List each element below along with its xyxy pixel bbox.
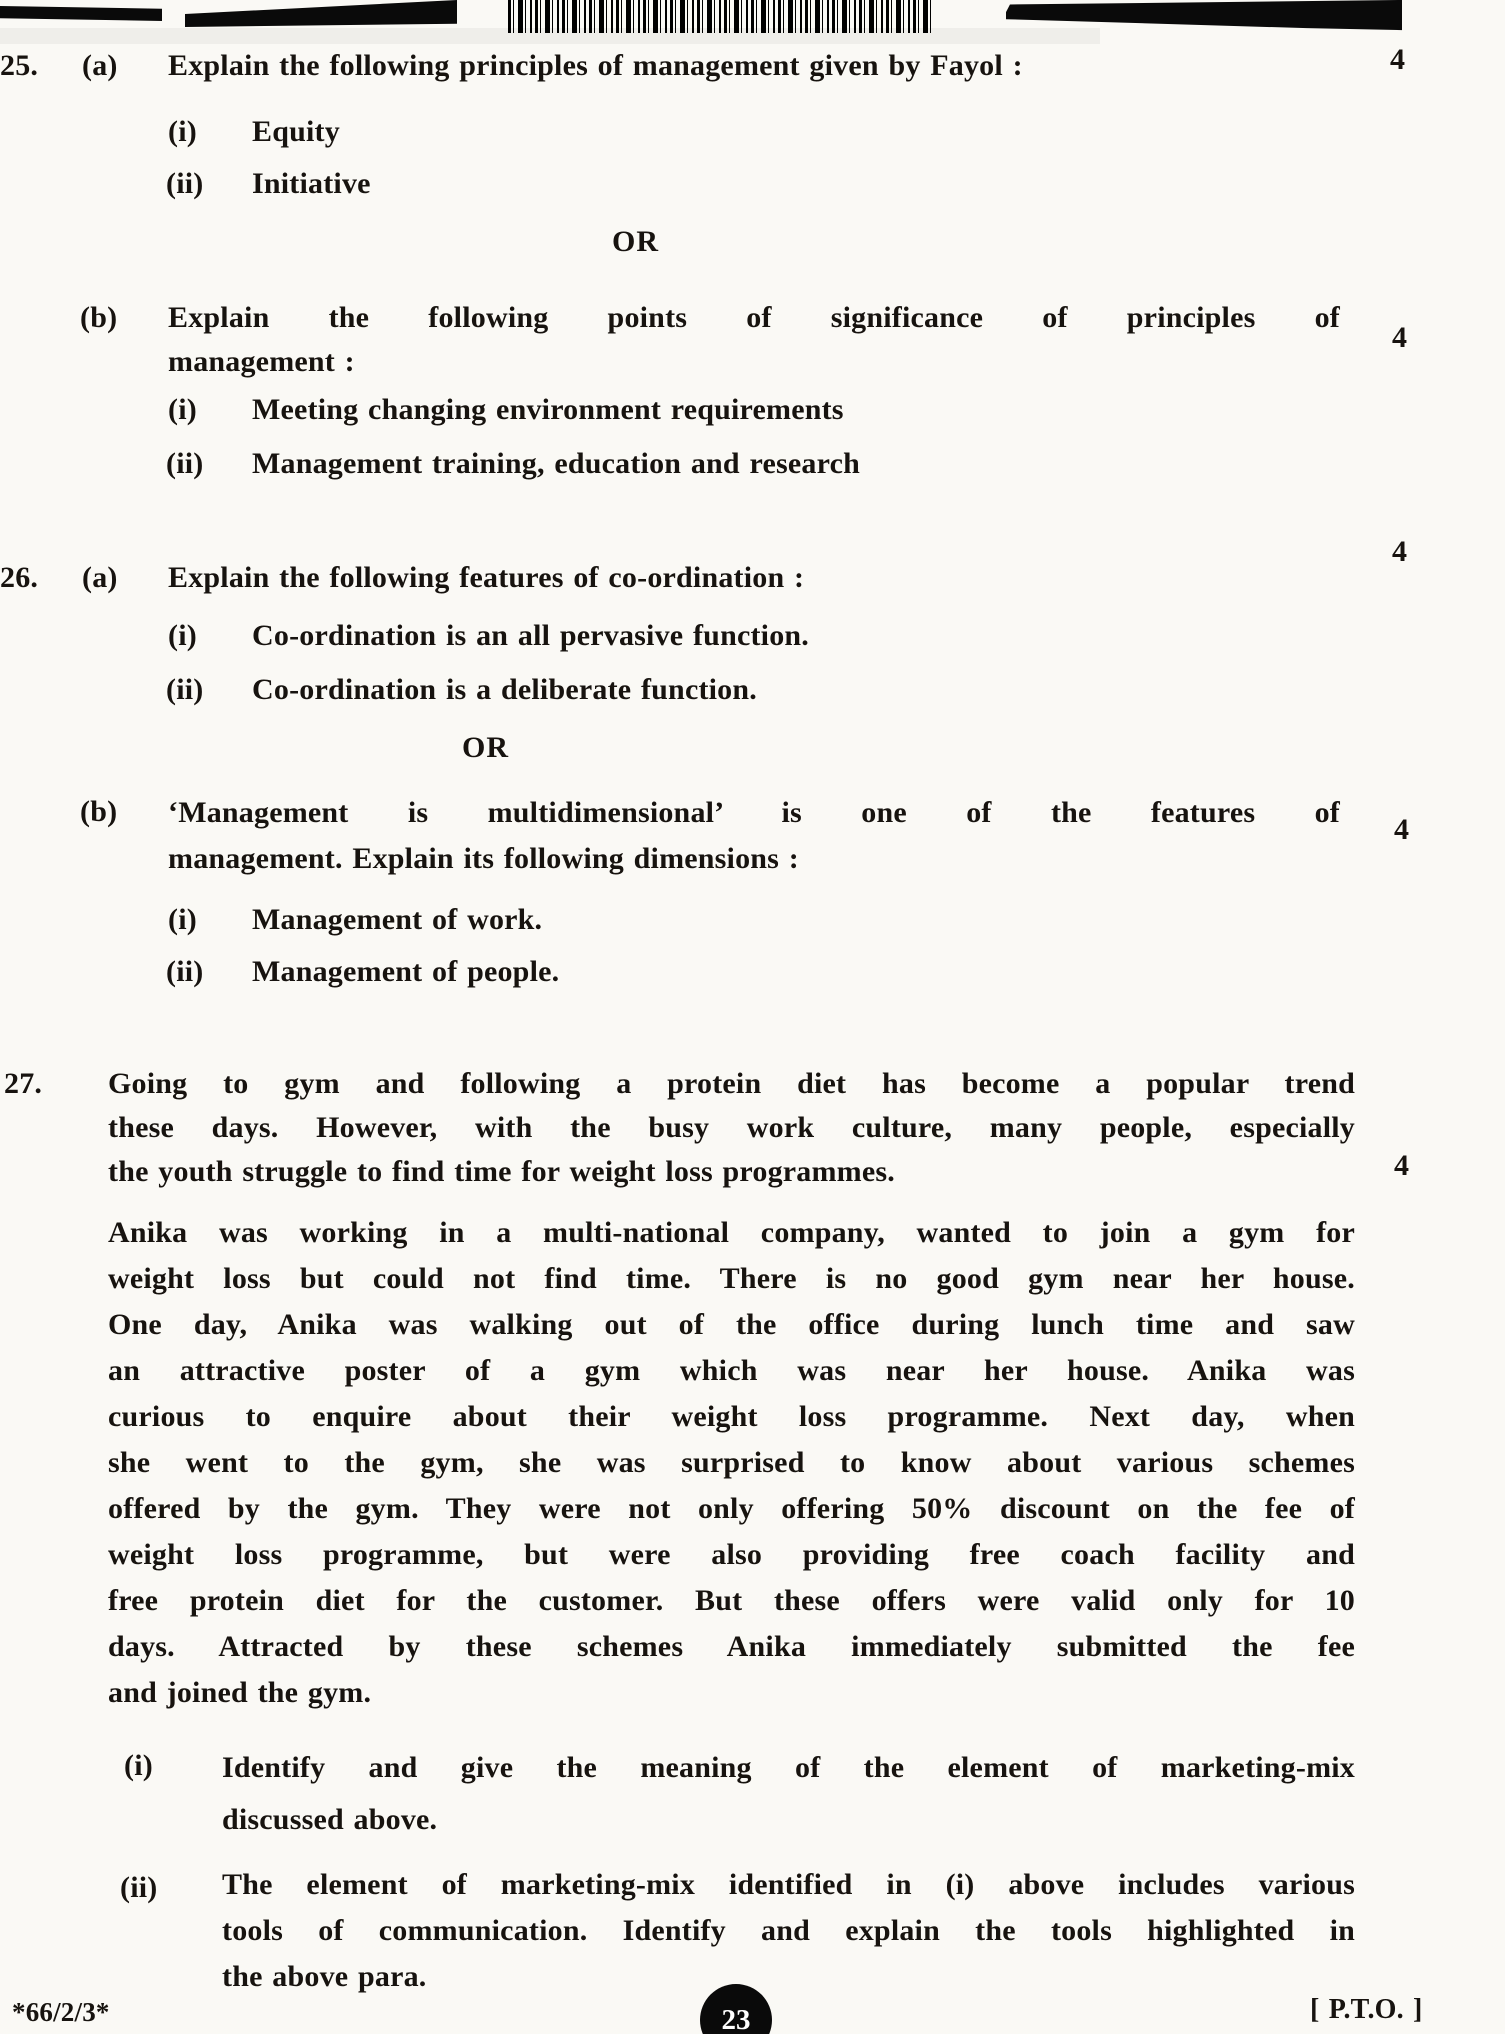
or-separator: OR <box>612 225 659 258</box>
question-number: 25. <box>0 49 39 82</box>
marks: 4 <box>1390 43 1406 76</box>
text-line: The element of marketing-mix identified in (i) above includes various <box>222 1868 1355 1901</box>
marks: 4 <box>1394 1149 1410 1182</box>
list-item-label: (i) <box>168 903 197 936</box>
list-item-label: (ii) <box>166 673 204 706</box>
text-line: curious to enquire about their weight loss programme. Next day, when <box>108 1400 1355 1433</box>
page-number: 23 <box>721 2003 751 2034</box>
question-text: Explain the following principles of management given by Fayol : <box>168 49 1023 82</box>
question-number: 27. <box>4 1067 43 1100</box>
question-text: Explain the following features of co-ordination : <box>168 561 805 594</box>
question-text <box>168 296 1340 384</box>
list-item-label: (ii) <box>166 955 204 988</box>
text-line: these days. However, with the busy work culture, many people, especially <box>108 1111 1355 1144</box>
list-item-text: Equity <box>252 115 340 148</box>
text-line: management : <box>168 345 355 378</box>
sub-question-text <box>222 1862 1355 2000</box>
question-number: 26. <box>0 561 39 594</box>
pto-label: [ P.T.O. ] <box>1310 1994 1423 2025</box>
list-item-text: Co-ordination is a deliberate function. <box>252 673 757 706</box>
text-line: free protein diet for the customer. But these offers were valid only for 10 <box>108 1584 1355 1617</box>
list-item-label: (i) <box>168 619 197 652</box>
text-line: discussed above. <box>222 1803 438 1836</box>
case-study-paragraph <box>108 1062 1355 1194</box>
list-item-text: Meeting changing environment requirements <box>252 393 844 426</box>
text-line: and joined the gym. <box>108 1676 372 1709</box>
marks: 4 <box>1392 321 1408 354</box>
text-line: Identify and give the meaning of the element of marketing-mix <box>222 1751 1355 1784</box>
question-text <box>168 790 1340 882</box>
list-item-text: Initiative <box>252 167 371 200</box>
list-item-label: (ii) <box>166 447 204 480</box>
text-line: offered by the gym. They were not only offering 50% discount on the fee of <box>108 1492 1355 1525</box>
text-line: weight loss but could not find time. There is no good gym near her house. <box>108 1262 1355 1295</box>
footer-paper-code: *66/2/3* <box>12 1997 110 2027</box>
scan-artifact <box>185 0 457 27</box>
text-line: the youth struggle to find time for weight loss programmes. <box>108 1155 895 1188</box>
text-line: weight loss programme, but were also providing free coach facility and <box>108 1538 1355 1571</box>
part-label: (b) <box>80 301 118 334</box>
text-line: Anika was working in a multi-national company, wanted to join a gym for <box>108 1216 1355 1249</box>
list-item-label: (ii) <box>120 1871 158 1904</box>
case-study-paragraph <box>108 1210 1355 1716</box>
text-line: Explain the following points of significance of principles of <box>168 301 1340 334</box>
text-line: ‘Management is multidimensional’ is one of the features of <box>168 796 1340 829</box>
list-item-label: (i) <box>168 115 197 148</box>
list-item-text: Co-ordination is an all pervasive function. <box>252 619 809 652</box>
barcode-icon <box>508 0 932 33</box>
list-item-text: Management training, education and research <box>252 447 860 480</box>
text-line: the above para. <box>222 1960 427 1993</box>
text-line: management. Explain its following dimensions : <box>168 842 799 875</box>
marks: 4 <box>1394 813 1410 846</box>
marks: 4 <box>1392 535 1408 568</box>
text-line: an attractive poster of a gym which was near her house. Anika was <box>108 1354 1355 1387</box>
list-item-label: (i) <box>124 1749 153 1782</box>
part-label: (a) <box>82 49 118 82</box>
part-label: (a) <box>82 561 118 594</box>
text-line: tools of communication. Identify and explain the tools highlighted in <box>222 1914 1355 1947</box>
part-label: (b) <box>80 795 118 828</box>
list-item-label: (ii) <box>166 167 204 200</box>
text-line: Going to gym and following a protein diet has become a popular trend <box>108 1067 1355 1100</box>
list-item-label: (i) <box>168 393 197 426</box>
or-separator: OR <box>462 731 509 764</box>
list-item-text: Management of work. <box>252 903 543 936</box>
scan-artifact <box>0 6 162 21</box>
list-item-text: Management of people. <box>252 955 560 988</box>
sub-question-text <box>222 1742 1355 1846</box>
text-line: One day, Anika was walking out of the office during lunch time and saw <box>108 1308 1355 1341</box>
text-line: she went to the gym, she was surprised to know about various schemes <box>108 1446 1355 1479</box>
text-line: days. Attracted by these schemes Anika immediately submitted the fee <box>108 1630 1355 1663</box>
